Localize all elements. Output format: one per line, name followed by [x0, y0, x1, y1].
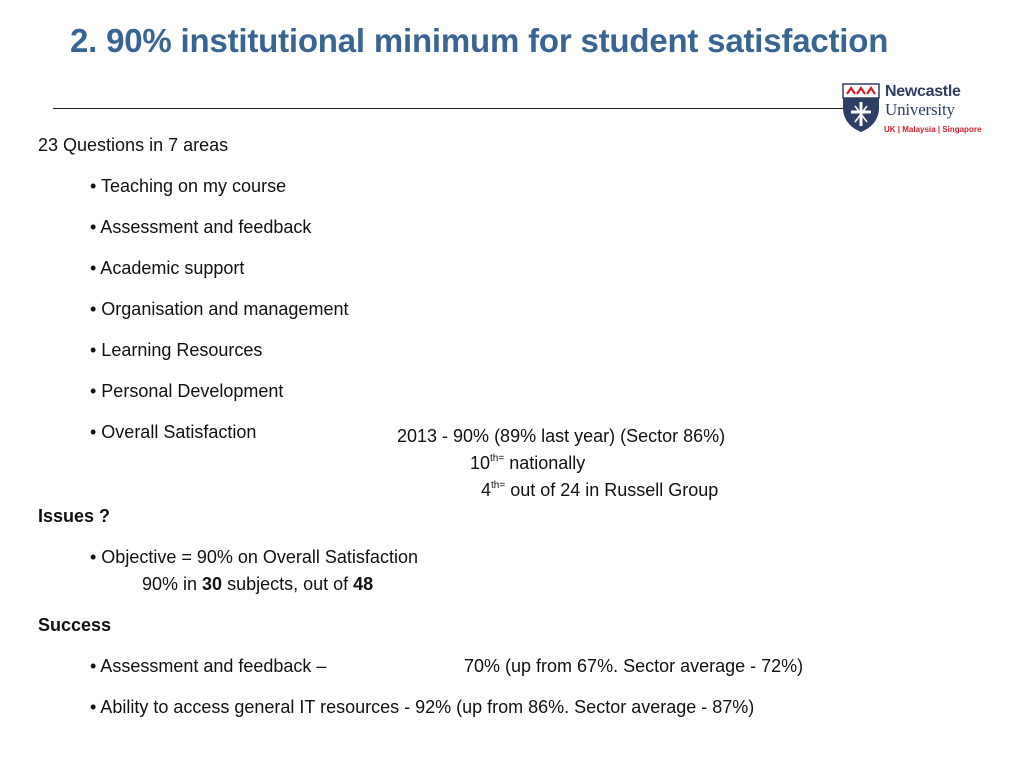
issues-heading: Issues ? — [38, 506, 111, 526]
newcastle-university-logo — [841, 82, 991, 140]
area-item: • Academic support — [90, 258, 245, 278]
stats-2013-summary: 2013 - 90% (89% last year) (Sector 86%) — [397, 426, 726, 446]
success-item-it-resources: • Ability to access general IT resources - 92% (up from 86%. Sector average - 87%) — [90, 697, 755, 717]
title-divider — [53, 108, 843, 109]
area-item: • Learning Resources — [90, 340, 263, 360]
area-item: • Personal Development — [90, 381, 284, 401]
area-item: • Overall Satisfaction — [90, 422, 257, 442]
success-heading: Success — [38, 615, 112, 635]
russell-group-rank: $4^{th=}$ out of 24 in Russell Group — [481, 480, 719, 500]
success-item-assessment-value: 70% (up from 67%. Sector average - 72%) — [464, 656, 804, 676]
slide-title: 2. 90% institutional minimum for student satisfaction — [70, 22, 889, 59]
area-item: • Assessment and feedback — [90, 217, 312, 237]
national-rank: $10^{th=}$ nationally — [470, 453, 586, 473]
objective-item: • Objective = 90% on Overall Satisfaction — [90, 547, 418, 567]
success-item-assessment: • Assessment and feedback – — [90, 656, 327, 676]
logo-name-line1: Newcastle — [885, 83, 961, 100]
questions-heading: 23 Questions in 7 areas — [38, 135, 229, 155]
logo-campuses: UK | Malaysia | Singapore — [884, 125, 982, 134]
university-crest-icon — [841, 82, 881, 134]
logo-name-line2: University — [885, 100, 955, 119]
subjects-count-line: 90% in 30 subjects, out of 48 — [142, 574, 374, 594]
area-item: • Organisation and management — [90, 299, 349, 319]
area-item: • Teaching on my course — [90, 176, 287, 196]
